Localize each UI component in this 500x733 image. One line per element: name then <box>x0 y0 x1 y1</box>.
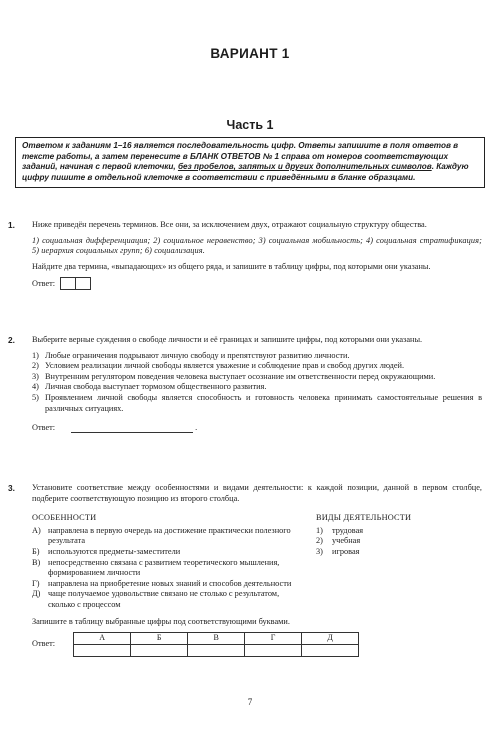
question-1 <box>8 220 482 290</box>
question-text: Ниже приведён перечень терминов. Все они, за исключением двух, отражают социальную структуру общества. <box>32 220 427 229</box>
question-task: Найдите два термина, «выпадающих» из общего ряда, и запишите в таблицу цифры, под которыми они указаны. <box>32 261 431 271</box>
answer-label: Ответ: <box>32 639 56 649</box>
question-number: 3. <box>8 483 15 493</box>
activities-heading: ВИДЫ ДЕЯТЕЛЬНОСТИ <box>316 513 412 523</box>
table-answer-row <box>74 645 359 657</box>
instruction-text-2: . Каждую цифру пишите в отдельной клеточке в соответствии с приведёнными в бланке образцами. <box>22 162 469 182</box>
table-header-row <box>74 633 359 645</box>
table-header-cell: В <box>188 633 245 645</box>
matching-columns <box>32 513 482 610</box>
instruction-box <box>15 137 485 188</box>
page-number: 7 <box>247 697 253 707</box>
feature-item: Г) направлена на приобретение новых знаний и способов деятельности <box>32 578 292 588</box>
question-number: 1. <box>8 220 15 230</box>
table-answer-cell[interactable] <box>74 645 131 657</box>
table-header-cell: А <box>74 633 131 645</box>
statements-list <box>32 351 482 415</box>
feature-item: Д) чаще получаемое удовольствие связано не столько с результатом, сколько с процессом <box>32 589 280 609</box>
question-3 <box>8 483 482 657</box>
feature-item: А) направлена в первую очередь на достижение практически полезного результата <box>32 525 291 546</box>
answer-line[interactable] <box>71 423 193 433</box>
answer-cell[interactable] <box>75 277 91 290</box>
activities-column <box>316 513 411 610</box>
table-header-cell: Г <box>245 633 302 645</box>
table-header-cell: Д <box>302 633 359 645</box>
instruction-text-1: Ответом к заданиям 1–16 является последовательность цифр. Ответы запишите в поля ответов в тексте работы, а затем перенесите в БЛАНК ОТВЕТОВ № 1 справа от номеров соответствующих заданий, начиная с первой клеточки, <box>22 141 459 172</box>
instruction-underlined: без пробелов, запятых и других дополнительных символов <box>177 162 432 172</box>
table-header-cell: Б <box>131 633 188 645</box>
question-text: Установите соответствие между особенностями и видами деятельности: к каждой позиции, данной в первом столбце, подберите соответствующую позицию из второго столбца. <box>32 483 482 503</box>
answer-dot: . <box>195 423 198 433</box>
features-column <box>32 513 292 610</box>
terms-list: 1) социальная дифференциация; 2) социальное неравенство; 3) социальная мобильность; 4) социальная стратификация; 5) иерархия социальных групп; 6) социализация. <box>32 235 482 256</box>
table-answer-cell[interactable] <box>302 645 359 657</box>
table-answer-cell[interactable] <box>245 645 302 657</box>
variant-title: ВАРИАНТ 1 <box>210 46 290 61</box>
features-heading: ОСОБЕННОСТИ <box>32 513 97 523</box>
answer-label: Ответ: <box>32 423 56 433</box>
table-answer-cell[interactable] <box>188 645 245 657</box>
list-item: 1) Любые ограничения подрывают личную свободу и препятствуют развитию личности. <box>32 350 350 360</box>
answer-table <box>73 632 359 657</box>
activity-item: 3) игровая <box>316 546 360 556</box>
activity-item: 2) учебная <box>316 536 361 546</box>
answer-row <box>32 277 482 290</box>
feature-item: Б) используются предметы-заместители <box>32 546 181 556</box>
list-item: 3) Внутренним регулятором поведения человека выступает осознание им ответственности перед окружающими. <box>32 371 436 381</box>
activity-item: 1) трудовая <box>316 525 364 535</box>
question-text: Выберите верные суждения о свободе личности и её границах и запишите цифры, под которыми они указаны. <box>32 335 423 344</box>
question-number: 2. <box>8 335 15 345</box>
answer-label: Ответ: <box>32 278 56 288</box>
question-2 <box>8 335 482 434</box>
list-item: 5) Проявлением личной свободы является способность и готовность человека принимать самостоятельные решения в различных ситуациях. <box>32 392 482 413</box>
list-item: 4) Личная свобода выступает тормозом общественного развития. <box>32 382 267 392</box>
answer-row <box>32 423 482 434</box>
feature-item: В) непосредственно связана с развитием теоретического мышления, формированием личности <box>32 557 280 578</box>
answer-row <box>32 632 482 657</box>
table-answer-cell[interactable] <box>131 645 188 657</box>
list-item: 2) Условием реализации личной свободы является уважение и соблюдение прав и свобод других людей. <box>32 361 405 371</box>
part-title: Часть 1 <box>226 118 274 132</box>
answer-cell[interactable] <box>60 277 76 290</box>
question-task: Запишите в таблицу выбранные цифры под соответствующими буквами. <box>32 616 290 626</box>
